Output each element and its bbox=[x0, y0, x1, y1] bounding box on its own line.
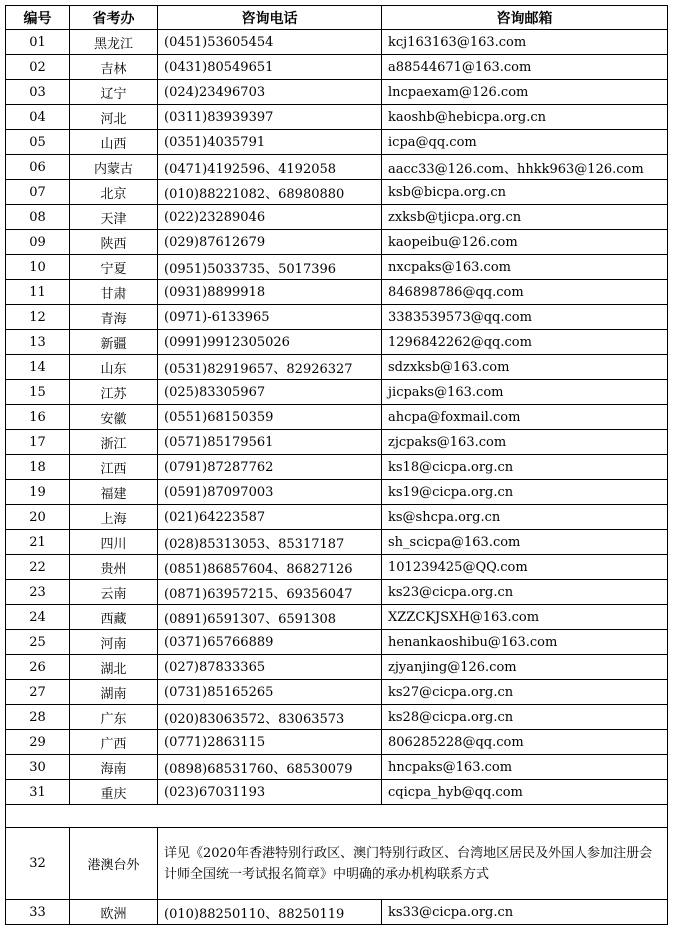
row-office: 吉林 bbox=[70, 55, 158, 80]
row-number: 31 bbox=[6, 780, 70, 805]
row-phone: (021)64223587 bbox=[158, 505, 382, 530]
table-header-row bbox=[6, 6, 668, 30]
row-office: 内蒙古 bbox=[70, 155, 158, 180]
row-number: 14 bbox=[6, 355, 70, 380]
row-email: 1296842262@qq.com bbox=[382, 330, 668, 355]
row-office: 江西 bbox=[70, 455, 158, 480]
row-phone: (0898)68531760、68530079 bbox=[158, 755, 382, 780]
row-number: 15 bbox=[6, 380, 70, 405]
row-email: 846898786@qq.com bbox=[382, 280, 668, 305]
row-office: 甘肃 bbox=[70, 280, 158, 305]
row-office: 天津 bbox=[70, 205, 158, 230]
table-row bbox=[6, 155, 668, 180]
row-email: kaopeibu@126.com bbox=[382, 230, 668, 255]
row-email: ks19@cicpa.org.cn bbox=[382, 480, 668, 505]
row-email: 101239425@QQ.com bbox=[382, 555, 668, 580]
row-email: zxksb@tjicpa.org.cn bbox=[382, 205, 668, 230]
table-row-special bbox=[6, 828, 668, 900]
row-email: ks23@cicpa.org.cn bbox=[382, 580, 668, 605]
row-office: 新疆 bbox=[70, 330, 158, 355]
row-office: 北京 bbox=[70, 180, 158, 205]
row-office: 湖北 bbox=[70, 655, 158, 680]
header-phone: 咨询电话 bbox=[158, 6, 382, 30]
header-email: 咨询邮箱 bbox=[382, 6, 668, 30]
row-email: 806285228@qq.com bbox=[382, 730, 668, 755]
row-phone: (0451)53605454 bbox=[158, 30, 382, 55]
row-number: 28 bbox=[6, 705, 70, 730]
row-number: 05 bbox=[6, 130, 70, 155]
row-office: 海南 bbox=[70, 755, 158, 780]
row-phone: (0951)5033735、5017396 bbox=[158, 255, 382, 280]
row-email: kcj163163@163.com bbox=[382, 30, 668, 55]
table-row bbox=[6, 755, 668, 780]
table-row bbox=[6, 55, 668, 80]
row-office: 河南 bbox=[70, 630, 158, 655]
row-number: 10 bbox=[6, 255, 70, 280]
row-office: 安徽 bbox=[70, 405, 158, 430]
row-number: 07 bbox=[6, 180, 70, 205]
row-email: XZZCKJSXH@163.com bbox=[382, 605, 668, 630]
table-row bbox=[6, 655, 668, 680]
row-office: 广东 bbox=[70, 705, 158, 730]
table-row bbox=[6, 205, 668, 230]
table-row bbox=[6, 230, 668, 255]
row-email: hncpaks@163.com bbox=[382, 755, 668, 780]
row-email: nxcpaks@163.com bbox=[382, 255, 668, 280]
table-row bbox=[6, 405, 668, 430]
row-number: 13 bbox=[6, 330, 70, 355]
row-number: 25 bbox=[6, 630, 70, 655]
table-row bbox=[6, 355, 668, 380]
table-row bbox=[6, 555, 668, 580]
row-email: zjcpaks@163.com bbox=[382, 430, 668, 455]
row-phone: (0431)80549651 bbox=[158, 55, 382, 80]
row-email: zjyanjing@126.com bbox=[382, 655, 668, 680]
row-phone: (0371)65766889 bbox=[158, 630, 382, 655]
row-phone: (0731)85165265 bbox=[158, 680, 382, 705]
row-office: 辽宁 bbox=[70, 80, 158, 105]
table-row bbox=[6, 580, 668, 605]
row-office: 浙江 bbox=[70, 430, 158, 455]
row-number: 30 bbox=[6, 755, 70, 780]
row-phone: (0551)68150359 bbox=[158, 405, 382, 430]
row-email: ks28@cicpa.org.cn bbox=[382, 705, 668, 730]
row-phone: (024)23496703 bbox=[158, 80, 382, 105]
table-row bbox=[6, 80, 668, 105]
table-row bbox=[6, 330, 668, 355]
row-phone: (0591)87097003 bbox=[158, 480, 382, 505]
row-number: 11 bbox=[6, 280, 70, 305]
row-number: 24 bbox=[6, 605, 70, 630]
row-office: 广西 bbox=[70, 730, 158, 755]
row-number: 17 bbox=[6, 430, 70, 455]
contact-table bbox=[5, 5, 668, 925]
table-row bbox=[6, 605, 668, 630]
row-email: 3383539573@qq.com bbox=[382, 305, 668, 330]
row-number: 09 bbox=[6, 230, 70, 255]
row-office: 重庆 bbox=[70, 780, 158, 805]
row-number: 27 bbox=[6, 680, 70, 705]
table-row bbox=[6, 730, 668, 755]
row-number: 18 bbox=[6, 455, 70, 480]
header-number: 编号 bbox=[6, 6, 70, 30]
row-phone: (020)83063572、83063573 bbox=[158, 705, 382, 730]
row-office: 山西 bbox=[70, 130, 158, 155]
row-number: 22 bbox=[6, 555, 70, 580]
row-phone: (0871)63957215、69356047 bbox=[158, 580, 382, 605]
table-row bbox=[6, 280, 668, 305]
row-office: 西藏 bbox=[70, 605, 158, 630]
empty-cell bbox=[6, 805, 668, 828]
table-row bbox=[6, 455, 668, 480]
row-office: 贵州 bbox=[70, 555, 158, 580]
row-phone: (023)67031193 bbox=[158, 780, 382, 805]
row-number: 12 bbox=[6, 305, 70, 330]
row-number: 01 bbox=[6, 30, 70, 55]
row-email: ahcpa@foxmail.com bbox=[382, 405, 668, 430]
table-row bbox=[6, 505, 668, 530]
row-email: jicpaks@163.com bbox=[382, 380, 668, 405]
row-phone: (025)83305967 bbox=[158, 380, 382, 405]
row-phone: (0891)6591307、6591308 bbox=[158, 605, 382, 630]
row-phone: (022)23289046 bbox=[158, 205, 382, 230]
row-phone: (010)88250110、88250119 bbox=[158, 900, 382, 925]
row-number: 32 bbox=[6, 828, 70, 900]
row-office: 港澳台外 bbox=[70, 828, 158, 900]
row-phone: (029)87612679 bbox=[158, 230, 382, 255]
row-email: ksb@bicpa.org.cn bbox=[382, 180, 668, 205]
row-office: 四川 bbox=[70, 530, 158, 555]
table-row bbox=[6, 105, 668, 130]
row-phone: (0931)8899918 bbox=[158, 280, 382, 305]
row-number: 02 bbox=[6, 55, 70, 80]
row-phone: (0351)4035791 bbox=[158, 130, 382, 155]
table-row bbox=[6, 530, 668, 555]
table-row bbox=[6, 705, 668, 730]
table-row bbox=[6, 180, 668, 205]
row-email: lncpaexam@126.com bbox=[382, 80, 668, 105]
table-gap-row bbox=[6, 805, 668, 828]
row-number: 26 bbox=[6, 655, 70, 680]
row-phone: (0571)85179561 bbox=[158, 430, 382, 455]
row-phone: (0791)87287762 bbox=[158, 455, 382, 480]
table-row bbox=[6, 630, 668, 655]
row-email: sdzxksb@163.com bbox=[382, 355, 668, 380]
table-row bbox=[6, 680, 668, 705]
row-email: aacc33@126.com、hhkk963@126.com bbox=[382, 155, 668, 180]
row-office: 宁夏 bbox=[70, 255, 158, 280]
row-email: ks33@cicpa.org.cn bbox=[382, 900, 668, 925]
row-number: 19 bbox=[6, 480, 70, 505]
row-email: ks@shcpa.org.cn bbox=[382, 505, 668, 530]
row-phone: (0471)4192596、4192058 bbox=[158, 155, 382, 180]
row-number: 21 bbox=[6, 530, 70, 555]
row-number: 16 bbox=[6, 405, 70, 430]
table-body bbox=[6, 30, 668, 925]
row-phone: (027)87833365 bbox=[158, 655, 382, 680]
row-email: ks18@cicpa.org.cn bbox=[382, 455, 668, 480]
row-email: ks27@cicpa.org.cn bbox=[382, 680, 668, 705]
row-phone: (0771)2863115 bbox=[158, 730, 382, 755]
row-office: 上海 bbox=[70, 505, 158, 530]
header-office: 省考办 bbox=[70, 6, 158, 30]
row-office: 河北 bbox=[70, 105, 158, 130]
row-office: 山东 bbox=[70, 355, 158, 380]
row-note: 详见《2020年香港特别行政区、澳门特别行政区、台湾地区居民及外国人参加注册会计师全国统一考试报名简章》中明确的承办机构联系方式 bbox=[158, 828, 668, 900]
row-office: 福建 bbox=[70, 480, 158, 505]
table-row bbox=[6, 480, 668, 505]
table-row bbox=[6, 255, 668, 280]
row-phone: (0311)83939397 bbox=[158, 105, 382, 130]
row-office: 欧洲 bbox=[70, 900, 158, 925]
row-email: henankaoshibu@163.com bbox=[382, 630, 668, 655]
row-number: 08 bbox=[6, 205, 70, 230]
row-email: a88544671@163.com bbox=[382, 55, 668, 80]
table-row bbox=[6, 780, 668, 805]
row-office: 黑龙江 bbox=[70, 30, 158, 55]
row-office: 陕西 bbox=[70, 230, 158, 255]
row-number: 29 bbox=[6, 730, 70, 755]
table-row bbox=[6, 430, 668, 455]
row-number: 04 bbox=[6, 105, 70, 130]
row-phone: (0971)-6133965 bbox=[158, 305, 382, 330]
table-row bbox=[6, 380, 668, 405]
table-row bbox=[6, 30, 668, 55]
table-row bbox=[6, 900, 668, 925]
row-phone: (010)88221082、68980880 bbox=[158, 180, 382, 205]
row-number: 06 bbox=[6, 155, 70, 180]
row-number: 23 bbox=[6, 580, 70, 605]
row-number: 33 bbox=[6, 900, 70, 925]
row-phone: (0851)86857604、86827126 bbox=[158, 555, 382, 580]
row-number: 20 bbox=[6, 505, 70, 530]
row-phone: (028)85313053、85317187 bbox=[158, 530, 382, 555]
row-email: icpa@qq.com bbox=[382, 130, 668, 155]
row-office: 云南 bbox=[70, 580, 158, 605]
row-phone: (0991)9912305026 bbox=[158, 330, 382, 355]
row-email: sh_scicpa@163.com bbox=[382, 530, 668, 555]
table-row bbox=[6, 130, 668, 155]
row-office: 青海 bbox=[70, 305, 158, 330]
row-email: kaoshb@hebicpa.org.cn bbox=[382, 105, 668, 130]
row-office: 江苏 bbox=[70, 380, 158, 405]
row-office: 湖南 bbox=[70, 680, 158, 705]
table-row bbox=[6, 305, 668, 330]
row-phone: (0531)82919657、82926327 bbox=[158, 355, 382, 380]
row-email: cqicpa_hyb@qq.com bbox=[382, 780, 668, 805]
row-number: 03 bbox=[6, 80, 70, 105]
